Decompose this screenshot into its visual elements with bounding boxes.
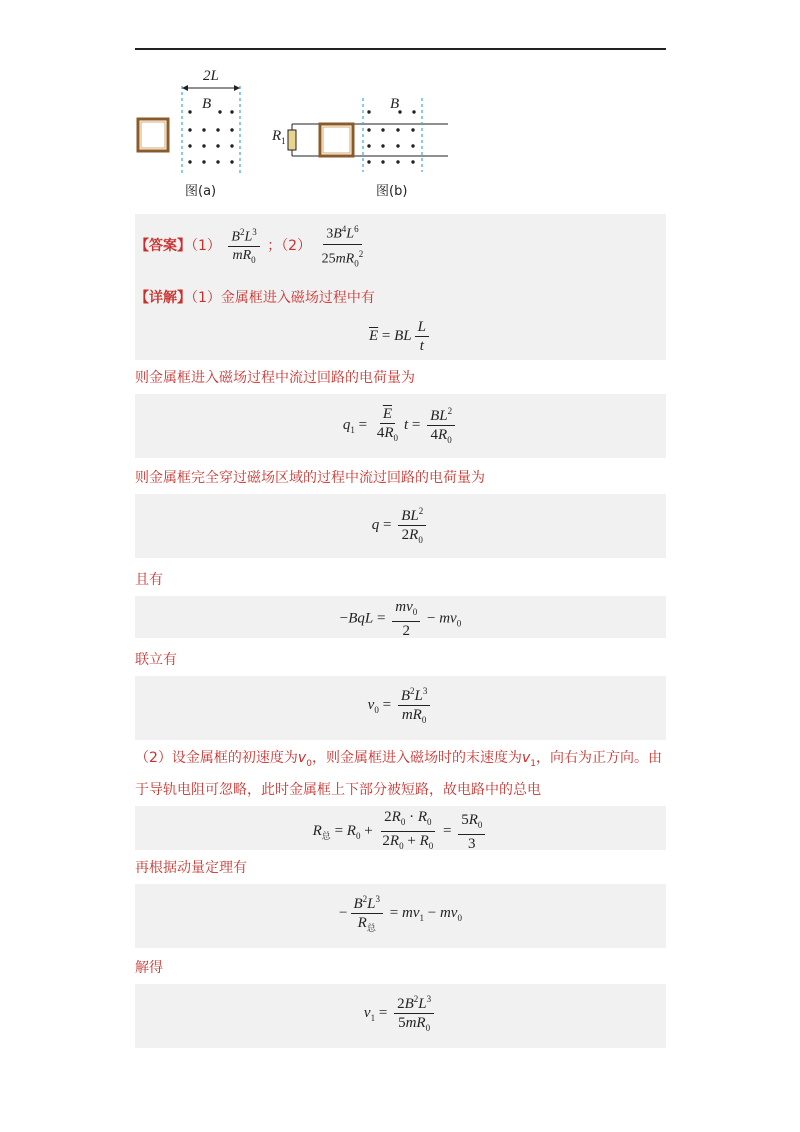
equation-rtotal: $R_总 = R_0$ + $\frac{2R_0 \cdot R_0}{2R_0 + R_0}$ = $\frac{5R_0}{3}$ — [135, 808, 666, 855]
equation-q: q = $\frac{BL^2}{2R_0}$ — [135, 502, 666, 549]
field-label-a: B — [202, 96, 212, 112]
equation-momentum: −BqL = $\frac{mv_0}{2}$ − $mv_0$ — [339, 599, 462, 639]
answer-part1: （1） — [191, 238, 221, 255]
text-and: 且有 — [135, 572, 163, 588]
answer-separator: ； — [267, 238, 282, 255]
equation-v1: $v_1$ = $\frac{2B^2L^3}{5mR_0}$ — [135, 990, 666, 1037]
text-charge-full: 则金属框完全穿过磁场区域的过程中流过回路的电荷量为 — [135, 470, 485, 486]
text-part2-line2: 于导轨电阻可忽略，此时金属框上下部分被短路，故电路中的总电 — [135, 782, 541, 798]
figure-a — [130, 68, 260, 198]
width-label: 2L — [203, 68, 219, 84]
text-charge-enter: 则金属框进入磁场过程中流过回路的电荷量为 — [135, 370, 415, 386]
resistor-label: $R_1$ — [272, 128, 286, 146]
figure-b-caption: 图(b) — [376, 184, 408, 199]
answer-tag: 【答案】 — [135, 238, 191, 255]
figure-a-caption: 图(a) — [185, 184, 217, 199]
text-solve: 解得 — [135, 960, 163, 976]
text-momentum-theorem: 再根据动量定理有 — [135, 860, 247, 876]
equation-v0: $v_0$ = $\frac{B^2L^3}{mR_0}$ — [135, 682, 666, 729]
answer-formula-1: $\frac{B^2L^3}{mR_0}$ — [228, 223, 259, 269]
equation-emf: $\overline{E}$ = BL $\frac{L}{t}$ — [135, 318, 666, 355]
equation-theorem: − $\frac{B^2L^3}{R_总}$ = $mv_1 - mv_0$ — [135, 890, 666, 937]
text-part2-line1: （2）设金属框的初速度为$v_0$，则金属框进入磁场时的末速度为$v_1$，向右为正方向。由 — [135, 750, 662, 769]
equation-q1: $q_1$ = $\frac{\overline{E}}{4R_0}$ t = $\frac{BL^2}{4R_0}$ — [135, 402, 666, 449]
detail-intro: 【详解】（1）金属框进入磁场过程中有 — [135, 290, 375, 306]
text-combine: 联立有 — [135, 652, 177, 668]
top-rule — [135, 48, 666, 50]
answer-formula-2: $\frac{3B^4L^6}{25mR_0^2}$ — [319, 220, 367, 272]
figure-b — [270, 90, 460, 180]
answer-part2: （2） — [281, 238, 312, 255]
answer-line — [135, 220, 369, 270]
field-label-b: B — [390, 96, 400, 112]
